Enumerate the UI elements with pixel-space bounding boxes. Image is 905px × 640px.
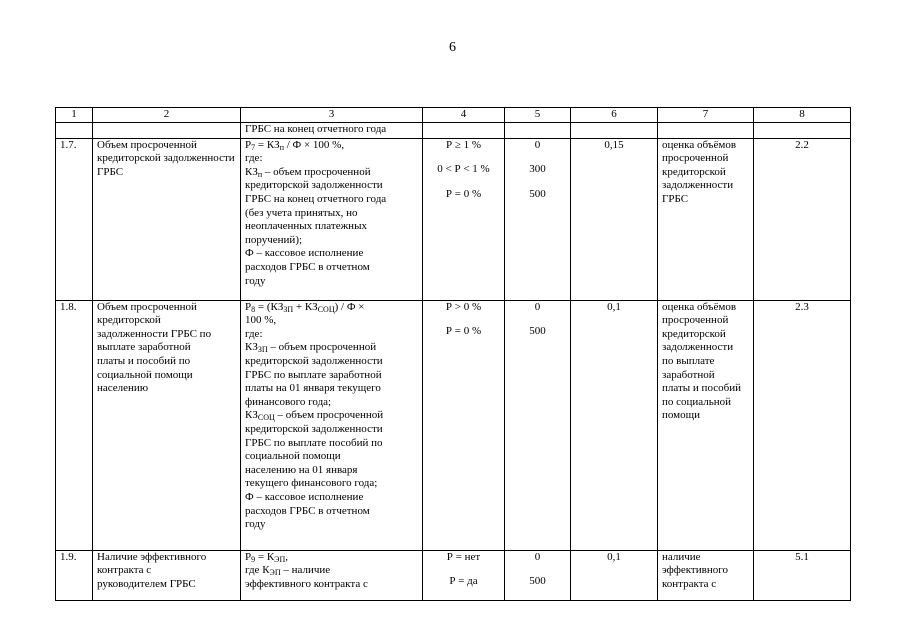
header-cell: 4 bbox=[423, 108, 505, 123]
condition-cell bbox=[423, 550, 505, 600]
condition-value: Р = 0 % bbox=[445, 187, 482, 200]
formula-line: Ф – кассовое исполнение bbox=[245, 247, 364, 260]
score-cell bbox=[505, 550, 571, 600]
header-cell: 6 bbox=[571, 108, 658, 123]
formula-line: платы на 01 января текущего bbox=[245, 382, 381, 395]
weight-cell: 0,1 bbox=[571, 300, 658, 550]
formula-line: эффективного контракта с bbox=[245, 577, 368, 590]
indicator-table bbox=[55, 107, 851, 601]
name-line: выплате заработной bbox=[97, 341, 191, 354]
name-line: платы и пособий по bbox=[97, 354, 191, 367]
assessment-line: заработной bbox=[662, 368, 715, 381]
formula-line: текущего финансового года; bbox=[245, 477, 378, 490]
indicator-name: Объем просроченной кредиторской задолженности ГРБС bbox=[93, 138, 241, 300]
table-row bbox=[56, 550, 851, 600]
formula-line: Ф – кассовое исполнение bbox=[245, 490, 364, 503]
reference-cell: 2.2 bbox=[754, 138, 851, 300]
indicator-name bbox=[93, 550, 241, 600]
assessment-line: просроченной bbox=[662, 314, 729, 327]
formula-line: кредиторской задолженности bbox=[245, 354, 383, 367]
formula-line: $КЗ_п$ – объем просроченной bbox=[245, 165, 371, 179]
table-row bbox=[56, 300, 851, 550]
formula-line: где: bbox=[245, 327, 263, 340]
score-value: 0 bbox=[534, 300, 541, 313]
name-line: Объем просроченной bbox=[97, 300, 197, 313]
score-value: 500 bbox=[529, 325, 546, 338]
assessment-line: оценка объёмов bbox=[662, 300, 737, 313]
formula-line: году bbox=[245, 274, 266, 287]
assessment-line: просроченной bbox=[662, 152, 729, 165]
header-cell: 7 bbox=[658, 108, 754, 123]
reference-cell: 5.1 bbox=[754, 550, 851, 600]
formula-line: где: bbox=[245, 152, 263, 165]
formula-line: $Р_9 = К_{ЭП}$, bbox=[245, 550, 288, 564]
assessment-line: задолженности bbox=[662, 179, 734, 192]
formula-line: $КЗ_{ЗП}$ – объем просроченной bbox=[245, 341, 377, 355]
assessment-line: по социальной bbox=[662, 395, 732, 408]
assessment-line: наличие bbox=[662, 550, 701, 563]
assessment-line: эффективного bbox=[662, 564, 728, 577]
formula-line: неоплаченных платежных bbox=[245, 220, 367, 233]
header-cell: 5 bbox=[505, 108, 571, 123]
assessment-cell bbox=[658, 138, 754, 300]
formula-line: расходов ГРБС в отчетном bbox=[245, 504, 370, 517]
weight-cell: 0,15 bbox=[571, 138, 658, 300]
name-line: задолженности ГРБС по bbox=[97, 327, 212, 340]
formula-line: где $К_{ЭП}$ – наличие bbox=[245, 564, 331, 578]
row-number: 1.8. bbox=[56, 300, 93, 550]
condition-value: Р = да bbox=[449, 575, 478, 588]
condition-value: Р = нет bbox=[446, 550, 481, 563]
formula-line: (без учета принятых, но bbox=[245, 206, 358, 219]
score-cell bbox=[505, 138, 571, 300]
header-cell: 1 bbox=[56, 108, 93, 123]
table-header-row bbox=[56, 108, 851, 123]
formula-cell bbox=[241, 300, 423, 550]
continuation-row bbox=[56, 122, 851, 138]
condition-value: 0 < Р < 1 % bbox=[437, 163, 490, 176]
assessment-line: кредиторской bbox=[662, 165, 726, 178]
score-value: 500 bbox=[529, 575, 546, 588]
assessment-cell bbox=[658, 300, 754, 550]
score-value: 500 bbox=[529, 187, 546, 200]
formula-line: $Р_8 = (КЗ_{ЗП} + КЗ_{СОЦ}) / Ф$ × bbox=[245, 300, 365, 314]
name-line: контракта с bbox=[97, 564, 152, 577]
formula-cell bbox=[241, 550, 423, 600]
assessment-line: оценка объёмов bbox=[662, 138, 737, 151]
formula-line: 100 %, bbox=[245, 314, 277, 327]
indicator-name bbox=[93, 300, 241, 550]
formula-line: расходов ГРБС в отчетном bbox=[245, 260, 370, 273]
formula-line: населению на 01 января bbox=[245, 463, 358, 476]
continuation-text: ГРБС на конец отчетного года bbox=[241, 122, 423, 138]
name-line: населению bbox=[97, 382, 149, 395]
formula-line: финансового года; bbox=[245, 395, 332, 408]
name-line: Наличие эффективного bbox=[97, 550, 207, 563]
score-value: 300 bbox=[529, 163, 546, 176]
formula-line: ГРБС по выплате заработной bbox=[245, 368, 382, 381]
condition-value: Р = 0 % bbox=[445, 325, 482, 338]
assessment-cell bbox=[658, 550, 754, 600]
header-cell: 3 bbox=[241, 108, 423, 123]
table-row bbox=[56, 138, 851, 300]
formula-line: $КЗ_{СОЦ}$ – объем просроченной bbox=[245, 409, 384, 423]
assessment-line: кредиторской bbox=[662, 327, 726, 340]
row-number: 1.7. bbox=[56, 138, 93, 300]
formula-line: поручений); bbox=[245, 233, 303, 246]
formula-line: кредиторской задолженности bbox=[245, 179, 383, 192]
assessment-line: помощи bbox=[662, 409, 700, 422]
page-number: 6 bbox=[449, 40, 456, 55]
header-cell: 2 bbox=[93, 108, 241, 123]
assessment-line: задолженности bbox=[662, 341, 734, 354]
condition-value: Р > 0 % bbox=[445, 300, 482, 313]
name-line: руководителем ГРБС bbox=[97, 577, 196, 590]
formula-line: ГРБС на конец отчетного года bbox=[245, 192, 387, 205]
score-value: 0 bbox=[534, 138, 541, 151]
formula-line: $Р_7 = КЗ_п / Ф \times 100$ %, bbox=[245, 138, 345, 152]
formula-line: кредиторской задолженности bbox=[245, 422, 383, 435]
assessment-line: по выплате bbox=[662, 354, 715, 367]
assessment-line: ГРБС bbox=[662, 192, 689, 205]
reference-cell: 2.3 bbox=[754, 300, 851, 550]
score-value: 0 bbox=[534, 550, 541, 563]
formula-line: году bbox=[245, 518, 266, 531]
name-line: социальной помощи bbox=[97, 368, 193, 381]
header-cell: 8 bbox=[754, 108, 851, 123]
condition-cell bbox=[423, 138, 505, 300]
formula-line: социальной помощи bbox=[245, 450, 341, 463]
weight-cell: 0,1 bbox=[571, 550, 658, 600]
formula-line: ГРБС по выплате пособий по bbox=[245, 436, 383, 449]
formula-cell bbox=[241, 138, 423, 300]
condition-value: Р ≥ 1 % bbox=[445, 138, 482, 151]
row-number: 1.9. bbox=[56, 550, 93, 600]
name-line: кредиторской bbox=[97, 314, 161, 327]
condition-cell bbox=[423, 300, 505, 550]
score-cell bbox=[505, 300, 571, 550]
assessment-line: платы и пособий bbox=[662, 382, 741, 395]
assessment-line: контракта с bbox=[662, 577, 717, 590]
